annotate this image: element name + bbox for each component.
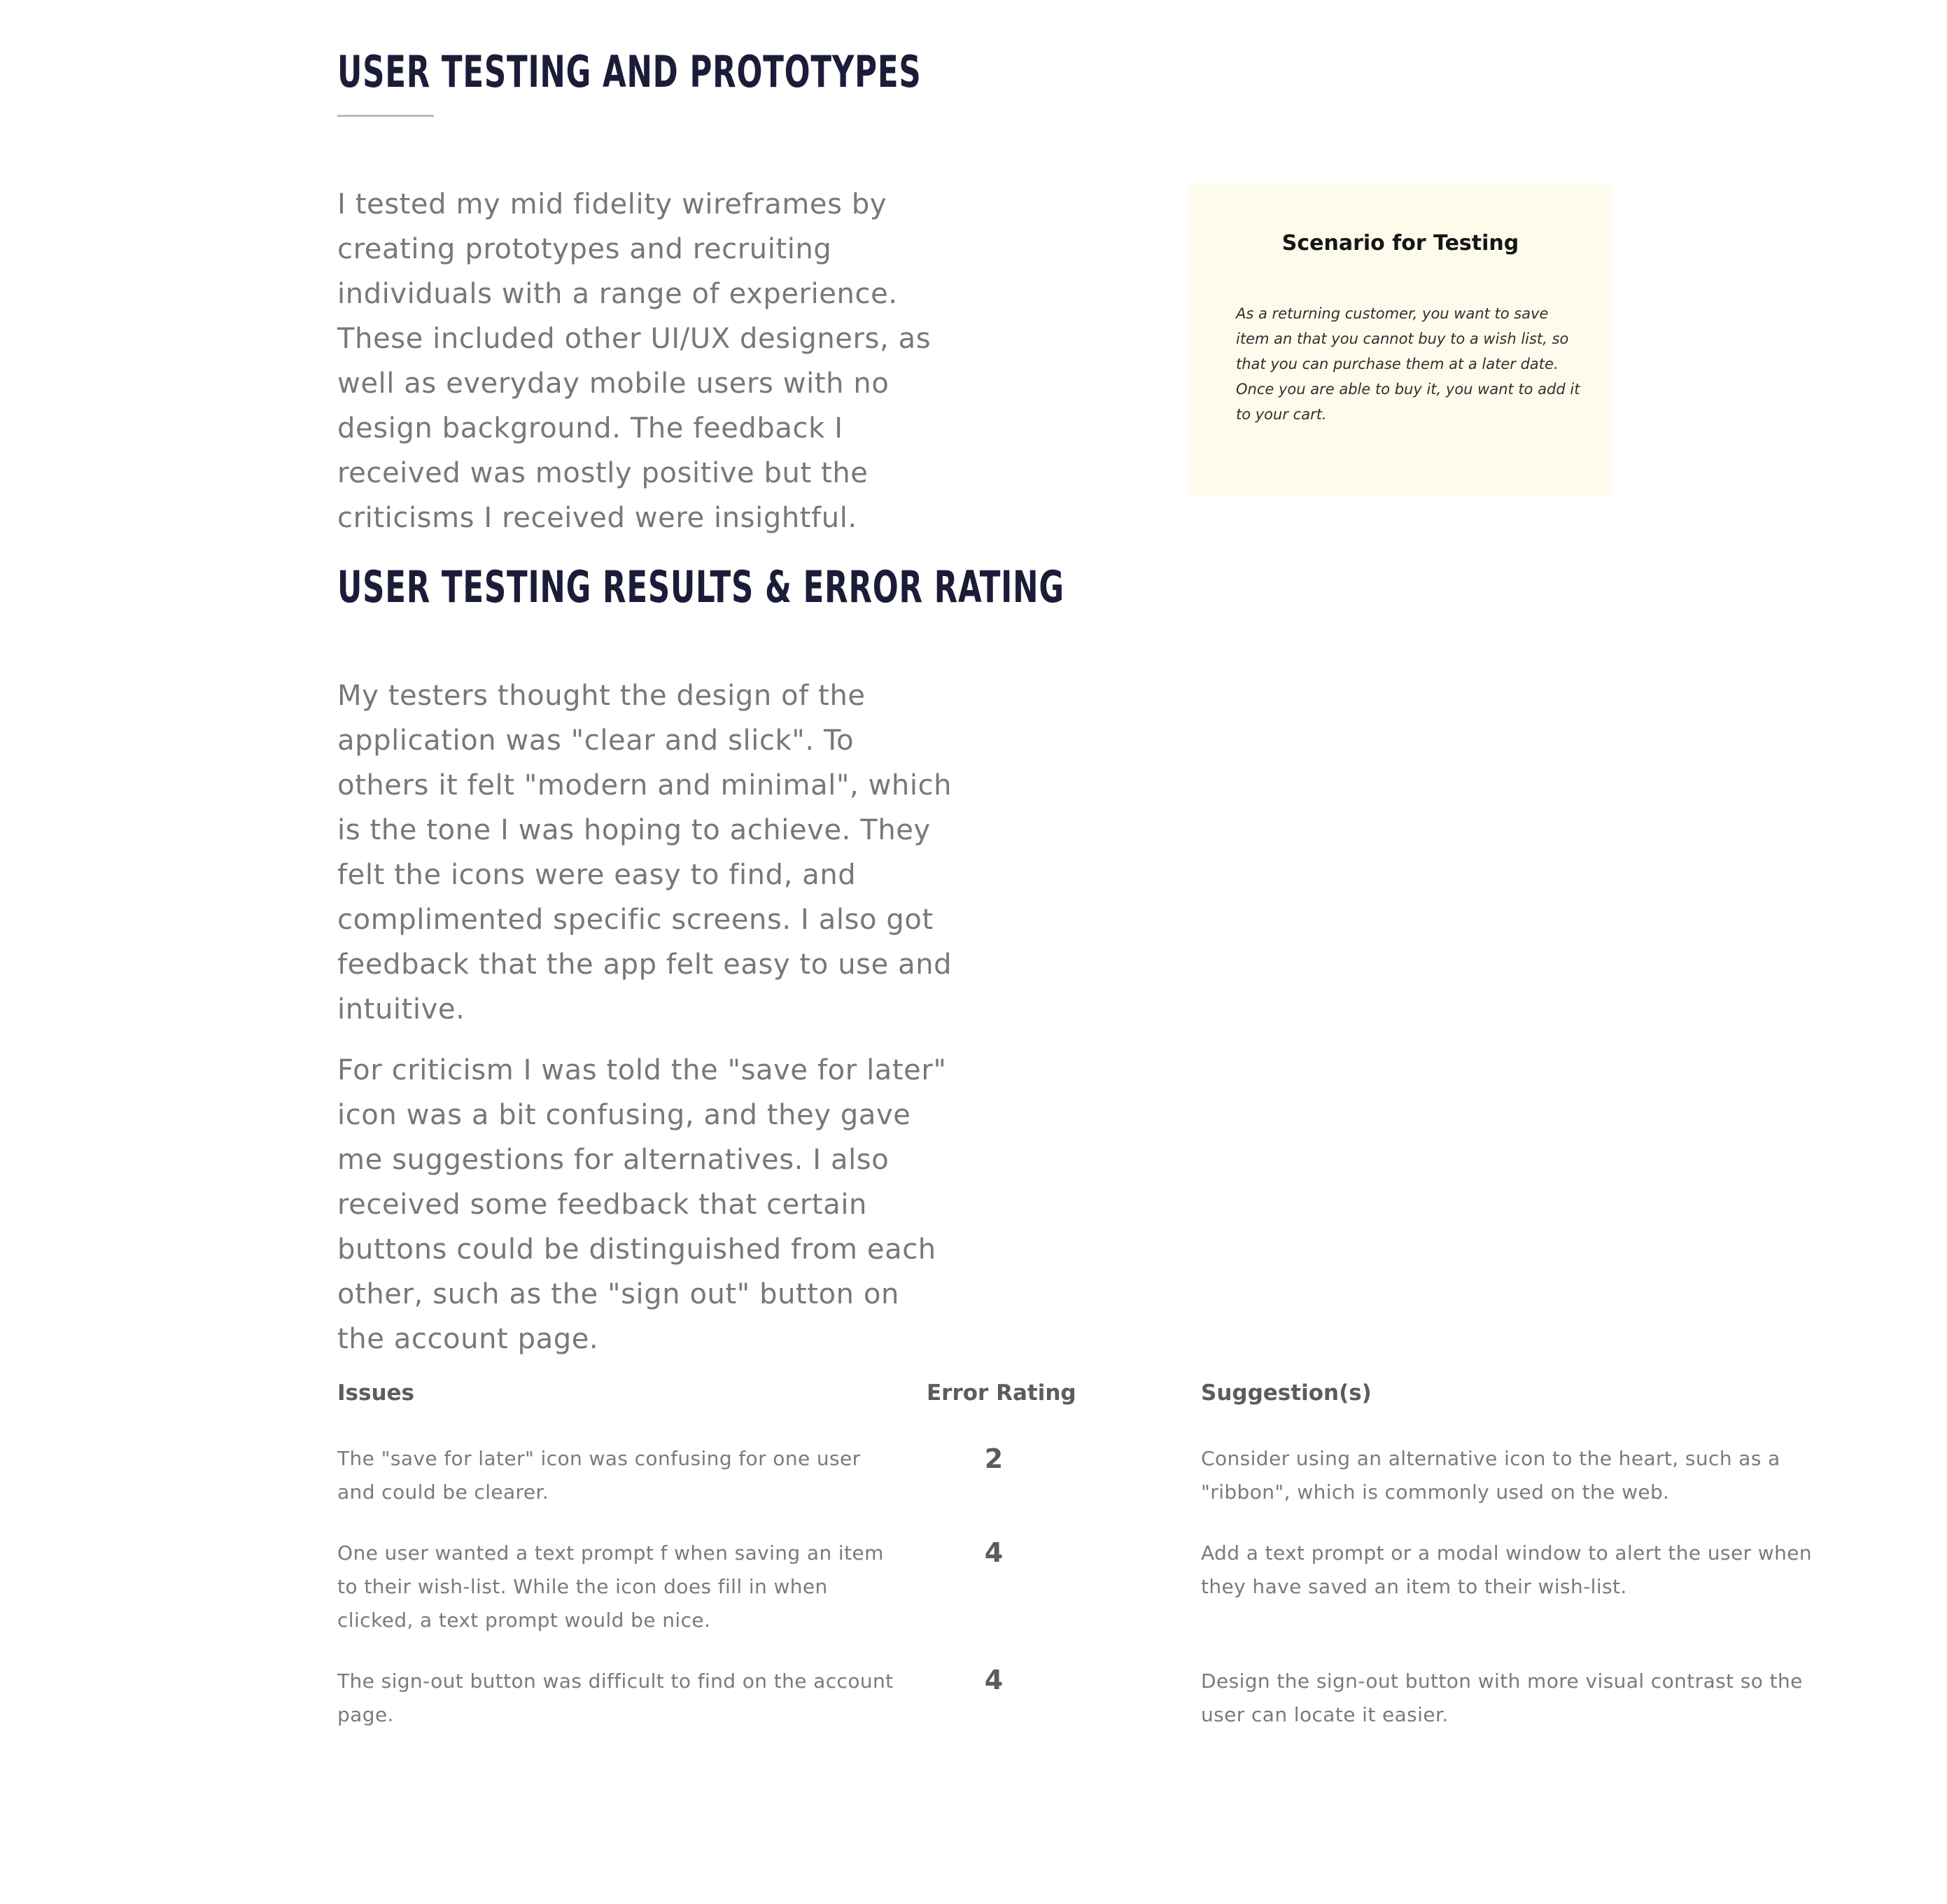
table-row-rating: 4 [984,1665,1004,1695]
intro-paragraph: I tested my mid fidelity wireframes by creating prototypes and recruiting individuals with a range of experience. These included other UI/UX designers, as well as everyday mobile users with no design background. The feedback I received was mostly positive but the criticisms I received were insightful. [337,188,932,534]
table-row-issue: One user wanted a text prompt f when saving an item to their wish-list. While the icon does fill in when clicked, a text prompt would be nice. [337,1541,884,1632]
table-header-error-rating: Error Rating [927,1380,1076,1406]
table-row-suggestion: Design the sign-out button with more visual contrast so the user can locate it easier. [1201,1670,1803,1726]
scenario-body: As a returning customer, you want to save item an that you cannot buy to a wish list, so that you can purchase them at a later date. Once you are able to buy it, you want to add it to your cart. [1236,305,1580,423]
table-row-rating: 4 [984,1537,1004,1568]
table-row-issue: The "save for later" icon was confusing for one user and could be clearer. [337,1447,861,1504]
table-row-rating: 2 [984,1443,1004,1474]
scenario-title: Scenario for Testing [1281,231,1519,255]
section-heading-results: USER TESTING RESULTS & ERROR RATING [337,561,1064,612]
table-header-issues: Issues [337,1380,414,1406]
section-heading-user-testing: USER TESTING AND PROTOTYPES [337,46,922,97]
table-row-suggestion: Consider using an alternative icon to the heart, such as a "ribbon", which is commonly used on the web. [1201,1447,1780,1504]
table-header-suggestions: Suggestion(s) [1201,1380,1372,1406]
table-row-suggestion: Add a text prompt or a modal window to alert the user when they have saved an item to their wish-list. [1201,1541,1813,1598]
criticism-paragraph: For criticism I was told the "save for later" icon was a bit confusing, and they gave me suggestions for alternatives. I also received some feedback that certain buttons could be distinguished from each other, such as the "sign out" button on the account page. [337,1054,947,1355]
scenario-card [1188,183,1612,497]
results-paragraph: My testers thought the design of the application was "clear and slick". To others it felt "modern and minimal", which is the tone I was hoping to achieve. They felt the icons were easy to find, and complimented specific screens. I also got feedback that the app felt easy to use and intuitive. [337,680,953,1026]
heading-divider [337,115,434,117]
table-row-issue: The sign-out button was difficult to find on the account page. [337,1670,894,1726]
